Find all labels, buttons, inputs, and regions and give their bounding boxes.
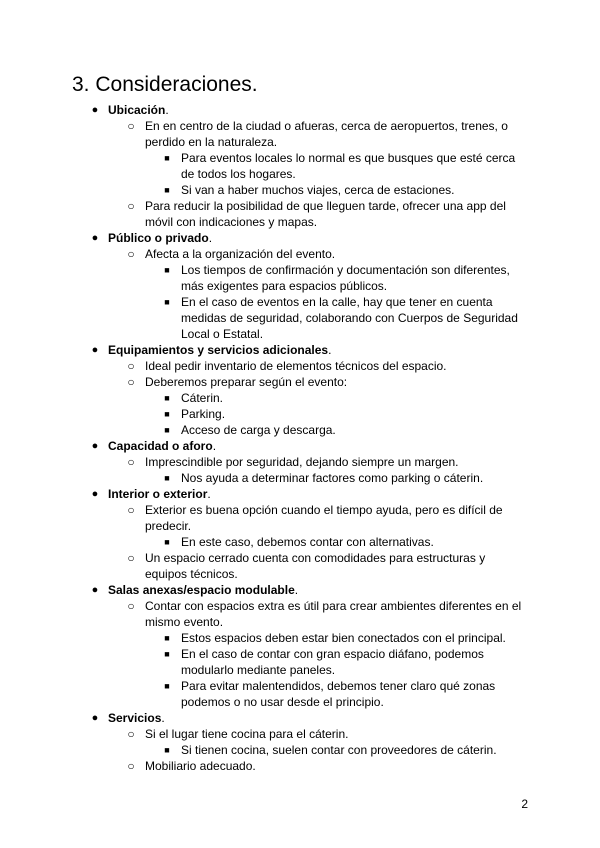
list-item-text: Un espacio cerrado cuenta con comodidades para estructuras y equipos técnicos. (145, 551, 486, 581)
section-heading: ● Ubicación. (91, 103, 169, 117)
sub-list-item-text: En el caso de eventos en la calle, hay que tener en cuenta medidas de seguridad, colaborando con Cuerpos de Seguridad Local o Estatal. (181, 295, 518, 341)
square-bullet-icon: ■ (164, 745, 170, 755)
sub-list-item-text: En el caso de contar con gran espacio diáfano, podemos modularlo mediante paneles. (181, 647, 484, 677)
list-item-text: Afecta a la organización del evento. (145, 247, 336, 261)
section-heading-label: Interior o exterior (108, 487, 208, 501)
section-heading-label: Salas anexas/espacio modulable (108, 583, 295, 597)
sub-list-item (0, 470, 526, 486)
page-number: 2 (521, 797, 528, 811)
list-item (0, 454, 525, 470)
section-heading: ● Salas anexas/espacio modulable. (91, 583, 299, 597)
circle-bullet-icon: ○ (127, 247, 135, 261)
list-item-text: Contar con espacios extra es útil para crear ambientes diferentes en el mismo evento. (145, 599, 522, 629)
sub-list-item (0, 294, 526, 342)
sub-list-item-text: Parking. (181, 407, 226, 421)
circle-bullet-icon: ○ (127, 551, 135, 565)
square-bullet-icon: ■ (164, 153, 170, 163)
list-item-text: Si el lugar tiene cocina para el cáterin. (145, 727, 349, 741)
section-heading: ● Interior o exterior. (91, 487, 211, 501)
section-heading-label: Equipamientos y servicios adicionales (108, 343, 329, 357)
bullet-icon: ● (91, 584, 99, 596)
sub-list-item (0, 630, 526, 646)
sub-list-item-text: Estos espacios deben estar bien conectados con el principal. (181, 631, 506, 645)
bullet-icon: ● (91, 344, 99, 356)
page-title: 3. Consideraciones. (72, 73, 258, 96)
sub-list-item-text: Si tienen cocina, suelen contar con proveedores de cáterin. (181, 743, 497, 757)
sub-list-item (0, 534, 526, 550)
list-item (0, 246, 525, 262)
square-bullet-icon: ■ (164, 633, 170, 643)
section-heading: ● Equipamientos y servicios adicionales. (91, 343, 332, 357)
list-item (0, 358, 525, 374)
sub-list-item-text: Nos ayuda a determinar factores como parking o cáterin. (181, 471, 484, 485)
section-heading-label: Ubicación (108, 103, 166, 117)
sub-list-item (0, 646, 526, 678)
section-heading-label: Servicios (108, 711, 162, 725)
list-item-text: En en centro de la ciudad o afueras, cerca de aeropuertos, trenes, o perdido en la naturaleza. (145, 119, 508, 149)
sub-list-item (0, 390, 526, 406)
bullet-icon: ● (91, 440, 99, 452)
sub-list-item (0, 262, 526, 294)
circle-bullet-icon: ○ (127, 199, 135, 213)
square-bullet-icon: ■ (164, 297, 170, 307)
square-bullet-icon: ■ (164, 185, 170, 195)
bullet-icon: ● (91, 488, 99, 500)
square-bullet-icon: ■ (164, 537, 170, 547)
bullet-icon: ● (91, 232, 99, 244)
list-item (0, 374, 525, 390)
square-bullet-icon: ■ (164, 649, 170, 659)
considerations-list (0, 102, 600, 774)
list-item (0, 550, 525, 582)
square-bullet-icon: ■ (164, 409, 170, 419)
circle-bullet-icon: ○ (127, 759, 135, 773)
bullet-icon: ● (91, 104, 99, 116)
sub-list-item-text: Los tiempos de confirmación y documentación son diferentes, más exigentes para espacios públicos. (181, 263, 510, 293)
sub-list-item (0, 150, 526, 182)
section-heading: ● Capacidad o aforo. (91, 439, 217, 453)
sub-list-item (0, 422, 526, 438)
circle-bullet-icon: ○ (127, 359, 135, 373)
circle-bullet-icon: ○ (127, 727, 135, 741)
list-item-text: Para reducir la posibilidad de que lleguen tarde, ofrecer una app del móvil con indicaciones y mapas. (145, 199, 506, 229)
square-bullet-icon: ■ (164, 265, 170, 275)
sub-list-item-text: Si van a haber muchos viajes, cerca de estaciones. (181, 183, 455, 197)
square-bullet-icon: ■ (164, 681, 170, 691)
list-item-text: Ideal pedir inventario de elementos técnicos del espacio. (145, 359, 447, 373)
list-item (0, 758, 525, 774)
sub-list-item (0, 182, 526, 198)
list-item (0, 502, 525, 534)
list-item-text: Mobiliario adecuado. (145, 759, 256, 773)
circle-bullet-icon: ○ (127, 375, 135, 389)
sub-list-item-text: Para eventos locales lo normal es que busques que esté cerca de todos los hogares. (181, 151, 516, 181)
section-heading: ● Público o privado. (91, 231, 213, 245)
sub-list-item (0, 742, 526, 758)
circle-bullet-icon: ○ (127, 119, 135, 133)
section-heading: ● Servicios. (91, 711, 165, 725)
section-heading-label: Público o privado (108, 231, 209, 245)
sub-list-item-text: Acceso de carga y descarga. (181, 423, 336, 437)
section-heading-label: Capacidad o aforo (108, 439, 213, 453)
circle-bullet-icon: ○ (127, 599, 135, 613)
sub-list-item (0, 406, 526, 422)
list-item (0, 198, 525, 230)
sub-list-item (0, 678, 526, 710)
sub-list-item-text: En este caso, debemos contar con alternativas. (181, 535, 434, 549)
bullet-icon: ● (91, 712, 99, 724)
square-bullet-icon: ■ (164, 425, 170, 435)
sub-list-item-text: Para evitar malentendidos, debemos tener claro qué zonas podemos o no usar desde el principio. (181, 679, 496, 709)
list-item-text: Imprescindible por seguridad, dejando siempre un margen. (145, 455, 459, 469)
list-item-text: Exterior es buena opción cuando el tiempo ayuda, pero es difícil de predecir. (145, 503, 503, 533)
list-item (0, 598, 525, 630)
square-bullet-icon: ■ (164, 473, 170, 483)
list-item (0, 726, 525, 742)
square-bullet-icon: ■ (164, 393, 170, 403)
circle-bullet-icon: ○ (127, 455, 135, 469)
sub-list-item-text: Cáterin. (181, 391, 224, 405)
circle-bullet-icon: ○ (127, 503, 135, 517)
list-item (0, 118, 525, 150)
list-item-text: Deberemos preparar según el evento: (145, 375, 348, 389)
